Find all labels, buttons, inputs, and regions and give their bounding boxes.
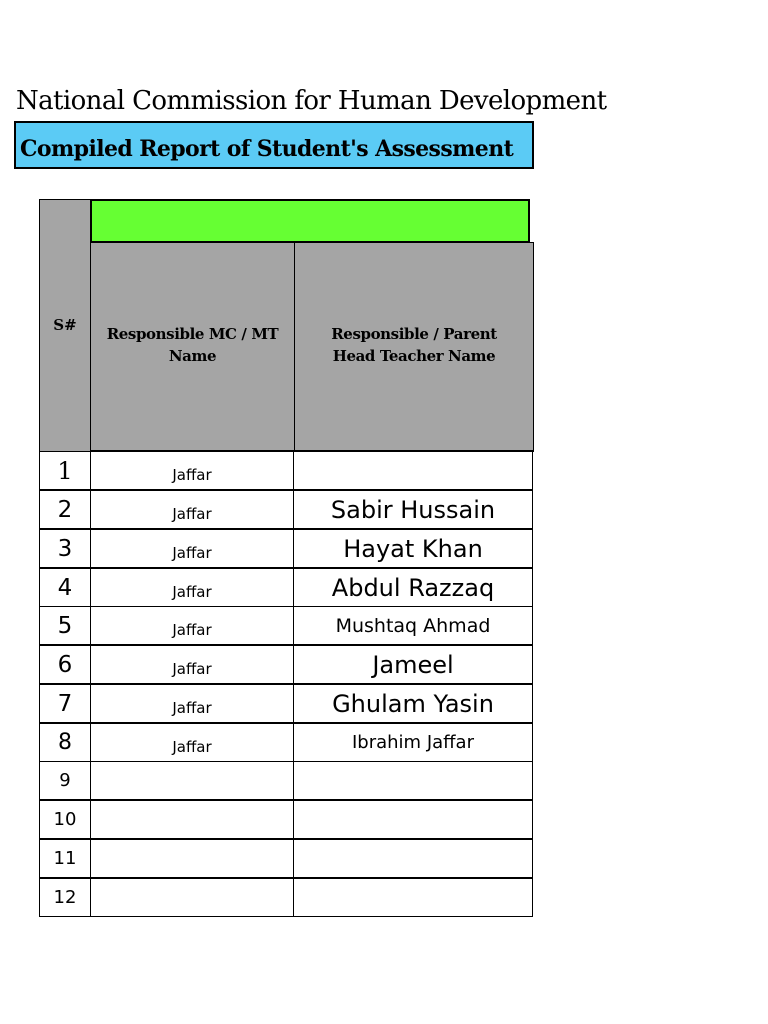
header-sn-label: S# [53,316,77,334]
cell-mc-name[interactable] [90,878,294,917]
cell-sn[interactable]: 8 [39,723,91,762]
org-title: National Commission for Human Development [16,86,607,116]
cell-head-teacher[interactable] [293,839,533,878]
cell-mc-name-text: Jaffar [172,582,212,601]
header-ht-line2: Head Teacher Name [332,347,496,365]
cell-mc-name-text: Jaffar [172,737,212,756]
cell-mc-name[interactable] [90,839,294,878]
cell-head-teacher[interactable]: Sabir Hussain [293,490,533,529]
report-title-banner [14,121,534,169]
cell-head-teacher[interactable] [293,878,533,917]
header-mc-line1: Responsible MC / MT [106,325,279,343]
cell-mc-name[interactable] [90,451,294,490]
cell-head-teacher[interactable]: Abdul Razzaq [293,568,533,607]
cell-sn[interactable]: 1 [39,451,91,490]
cell-head-teacher[interactable]: Ibrahim Jaffar [293,723,533,762]
cell-sn[interactable]: 12 [39,878,91,917]
cell-head-teacher[interactable] [293,800,533,839]
cell-mc-name-text: Jaffar [172,659,212,678]
cell-head-teacher[interactable]: Hayat Khan [293,529,533,568]
cell-mc-name[interactable] [90,800,294,839]
cell-mc-name[interactable] [90,761,294,800]
cell-sn[interactable]: 5 [39,606,91,645]
header-cell-mc-name[interactable] [90,242,295,452]
cell-mc-name-text: Jaffar [172,543,212,562]
cell-mc-name-text: Jaffar [172,698,212,717]
header-head-teacher-label [295,323,533,367]
cell-mc-name[interactable] [90,568,294,607]
cell-mc-name[interactable] [90,723,294,762]
cell-mc-name-text: Jaffar [172,465,212,484]
header-ht-line1: Responsible / Parent [331,325,497,343]
header-cell-sn[interactable] [39,199,91,452]
header-mc-name-label [91,323,294,367]
cell-sn[interactable]: 9 [39,761,91,800]
cell-head-teacher[interactable] [293,451,533,490]
cell-sn[interactable]: 7 [39,684,91,723]
cell-mc-name[interactable] [90,490,294,529]
header-mc-line2: Name [168,347,217,365]
cell-head-teacher[interactable] [293,761,533,800]
cell-mc-name[interactable] [90,684,294,723]
cell-sn[interactable]: 4 [39,568,91,607]
report-title: Compiled Report of Student's Assessment [20,136,514,162]
cell-sn[interactable]: 6 [39,645,91,684]
cell-head-teacher[interactable]: Jameel [293,645,533,684]
cell-mc-name[interactable] [90,529,294,568]
cell-sn[interactable]: 10 [39,800,91,839]
cell-head-teacher[interactable]: Mushtaq Ahmad [293,606,533,645]
cell-sn[interactable]: 11 [39,839,91,878]
cell-mc-name-text: Jaffar [172,504,212,523]
cell-head-teacher[interactable]: Ghulam Yasin [293,684,533,723]
cell-sn[interactable]: 3 [39,529,91,568]
header-cell-head-teacher[interactable] [294,242,534,452]
header-group-band[interactable] [90,199,530,243]
cell-mc-name[interactable] [90,645,294,684]
cell-mc-name[interactable] [90,606,294,645]
cell-mc-name-text: Jaffar [172,620,212,639]
cell-sn[interactable]: 2 [39,490,91,529]
